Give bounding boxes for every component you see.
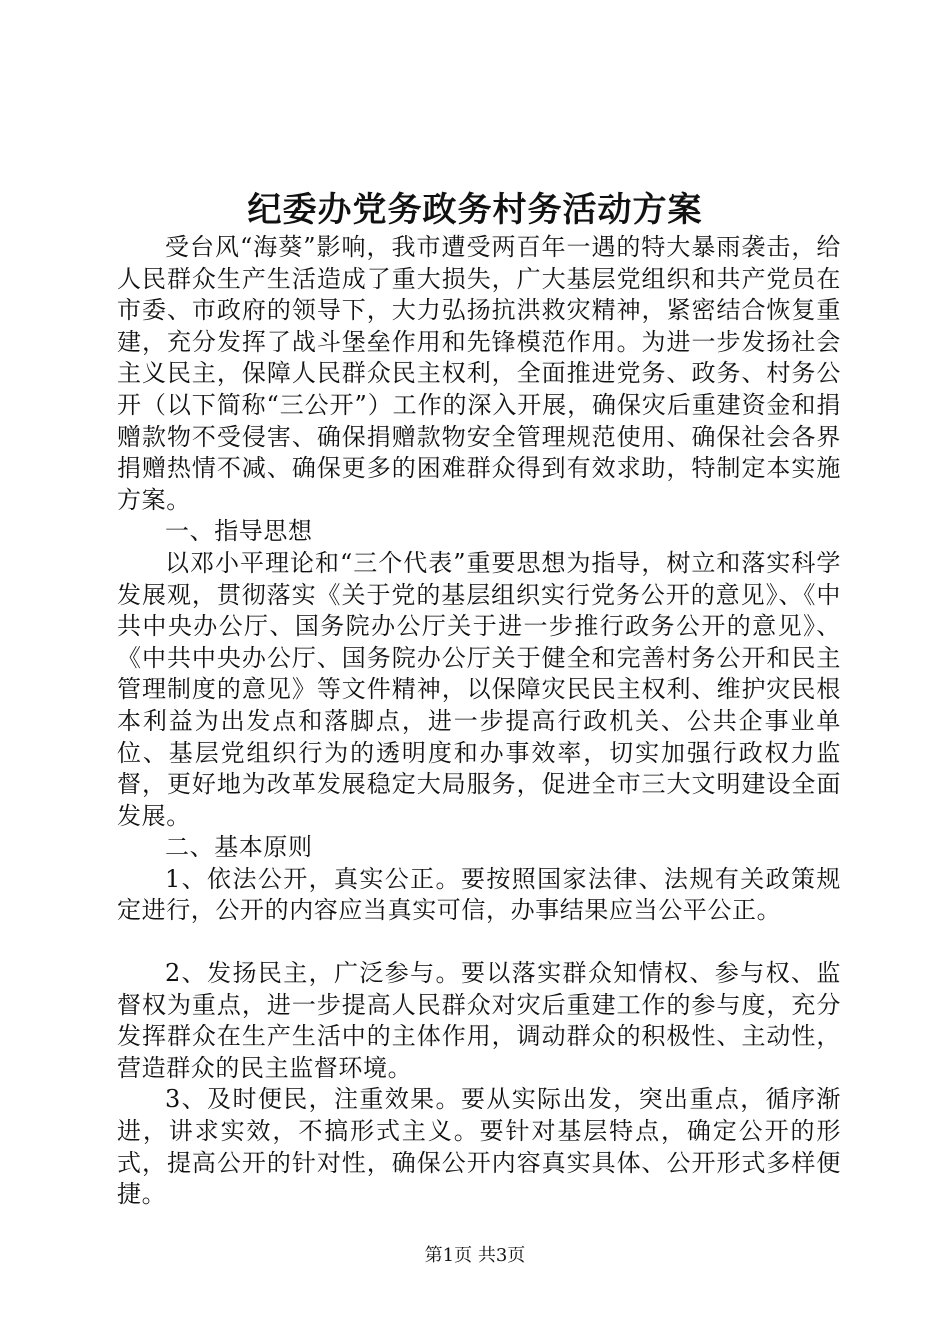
principle-1-paragraph: 1、依法公开，真实公正。要按照国家法律、法规有关政策规定进行，公开的内容应当真实可信，办事结果应当公平公正。 [117,864,841,925]
intro-paragraph: 受台风“海葵”影响，我市遭受两百年一遇的特大暴雨袭击，给人民群众生产生活造成了重大损失，广大基层党组织和共产党员在市委、市政府的领导下，大力弘扬抗洪救灾精神，紧密结合恢复重建，充分发挥了战斗堡垒作用和先锋模范作用。为进一步发扬社会主义民主，保障人民群众民主权利，全面推进党务、政务、村务公开（以下简称“三公开”）工作的深入开展，确保灾后重建资金和捐赠款物不受侵害、确保捐赠款物安全管理规范使用、确保社会各界捐赠热情不减、确保更多的困难群众得到有效求助，特制定本实施方案。 [117,233,841,514]
document-title: 纪委办党务政务村务活动方案 [247,190,703,230]
guiding-thought-paragraph: 以邓小平理论和“三个代表”重要思想为指导，树立和落实科学发展观，贯彻落实《关于党的基层组织实行党务公开的意见》、《中共中央办公厅、国务院办公厅关于进一步推行政务公开的意见》、《中共中央办公厅、国务院办公厅关于健全和完善村务公开和民主管理制度的意见》等文件精神，以保障灾民民主权利、维护灾民根本利益为出发点和落脚点，进一步提高行政机关、公共企事业单位、基层党组织行为的透明度和办事效率，切实加强行政权力监督，更好地为改革发展稳定大局服务，促进全市三大文明建设全面发展。 [117,548,841,830]
document-body [117,232,841,1211]
page-number-footer: 第1页 共3页 [424,1245,526,1266]
section-heading-guiding-thought: 一、指导思想 [165,517,313,546]
principle-3-paragraph: 3、及时便民，注重效果。要从实际出发，突出重点，循序渐进，讲求实效，不搞形式主义。要针对基层特点，确定公开的形式，提高公开的针对性，确保公开内容真实具体、公开形式多样便捷。 [117,1085,841,1209]
paragraph-spacer [117,927,841,958]
principle-2-paragraph: 2、发扬民主，广泛参与。要以落实群众知情权、参与权、监督权为重点，进一步提高人民群众对灾后重建工作的参与度，充分发挥群众在生产生活中的主体作用，调动群众的积极性、主动性，营造群众的民主监督环境。 [117,959,841,1082]
section-heading-basic-principles: 二、基本原则 [165,833,313,862]
